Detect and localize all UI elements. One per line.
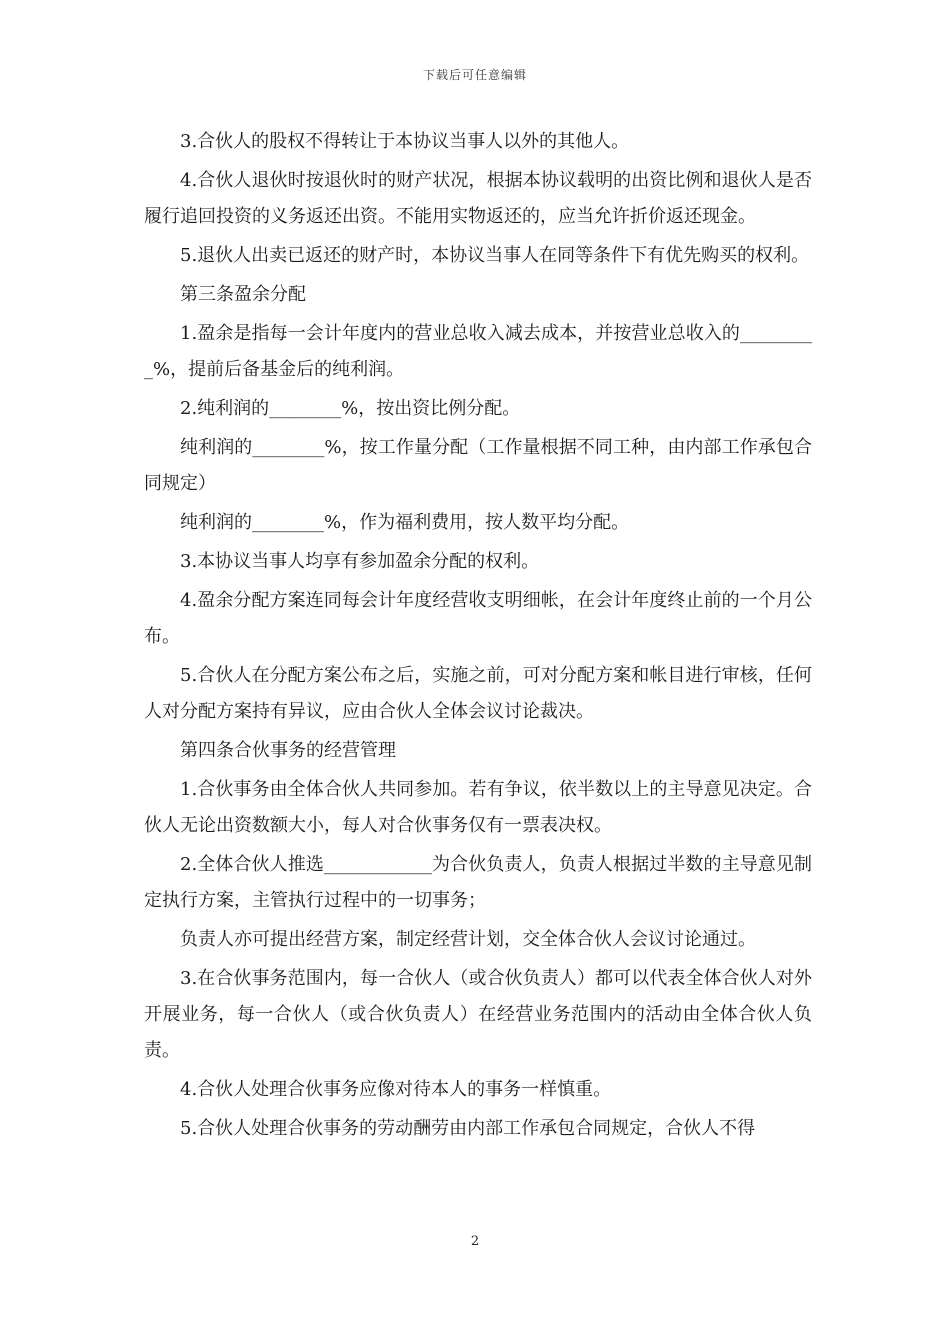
paragraph-profit-5: 5.合伙人在分配方案公布之后，实施之前，可对分配方案和帐目进行审核，任何人对分配方案持有异议，应由合伙人全体会议讨论裁决。 xyxy=(144,665,812,722)
paragraph-profit-workload: 纯利润的________%，按工作量分配（工作量根据不同工种，由内部工作承包合同规定） xyxy=(144,437,812,494)
paragraph-clause-5: 5.退伙人出卖已返还的财产时，本协议当事人在同等条件下有优先购买的权利。 xyxy=(180,245,810,266)
paragraph-profit-2: 2.纯利润的________%，按出资比例分配。 xyxy=(180,398,521,419)
section-heading-management: 第四条合伙事务的经营管理 xyxy=(180,740,396,761)
paragraph-clause-4: 4.合伙人退伙时按退伙时的财产状况，根据本协议载明的出资比例和退伙人是否履行追回投资的义务返还出资。不能用实物返还的，应当允许折价返还现金。 xyxy=(144,170,812,227)
section-heading-profit-distribution: 第三条盈余分配 xyxy=(180,284,306,305)
page-header: 下载后可任意编辑 xyxy=(422,68,527,82)
paragraph-management-2: 2.全体合伙人推选____________为合伙负责人，负责人根据过半数的主导意见制定执行方案，主管执行过程中的一切事务； xyxy=(144,854,812,911)
paragraph-management-5: 5.合伙人处理合伙事务的劳动酬劳由内部工作承包合同规定，合伙人不得 xyxy=(180,1118,756,1139)
paragraph-clause-3: 3.合伙人的股权不得转让于本协议当事人以外的其他人。 xyxy=(180,131,630,152)
paragraph-profit-welfare: 纯利润的________%，作为福利费用，按人数平均分配。 xyxy=(180,512,630,533)
paragraph-profit-3: 3.本协议当事人均享有参加盈余分配的权利。 xyxy=(180,551,540,572)
page-number: 2 xyxy=(470,1234,480,1249)
paragraph-profit-1: 1.盈余是指每一会计年度内的营业总收入减去成本，并按营业总收入的_________%，提前后备基金后的纯利润。 xyxy=(144,323,812,380)
paragraph-profit-4: 4.盈余分配方案连同每会计年度经营收支明细帐，在会计年度终止前的一个月公布。 xyxy=(144,590,812,647)
paragraph-management-3: 3.在合伙事务范围内，每一合伙人（或合伙负责人）都可以代表全体合伙人对外开展业务，每一合伙人（或合伙负责人）在经营业务范围内的活动由全体合伙人负责。 xyxy=(144,968,812,1061)
document-body xyxy=(144,124,812,1150)
paragraph-management-4: 4.合伙人处理合伙事务应像对待本人的事务一样慎重。 xyxy=(180,1079,612,1100)
paragraph-management-plan: 负责人亦可提出经营方案，制定经营计划，交全体合伙人会议讨论通过。 xyxy=(180,929,756,950)
paragraph-management-1: 1.合伙事务由全体合伙人共同参加。若有争议，依半数以上的主导意见决定。合伙人无论出资数额大小，每人对合伙事务仅有一票表决权。 xyxy=(144,779,812,836)
